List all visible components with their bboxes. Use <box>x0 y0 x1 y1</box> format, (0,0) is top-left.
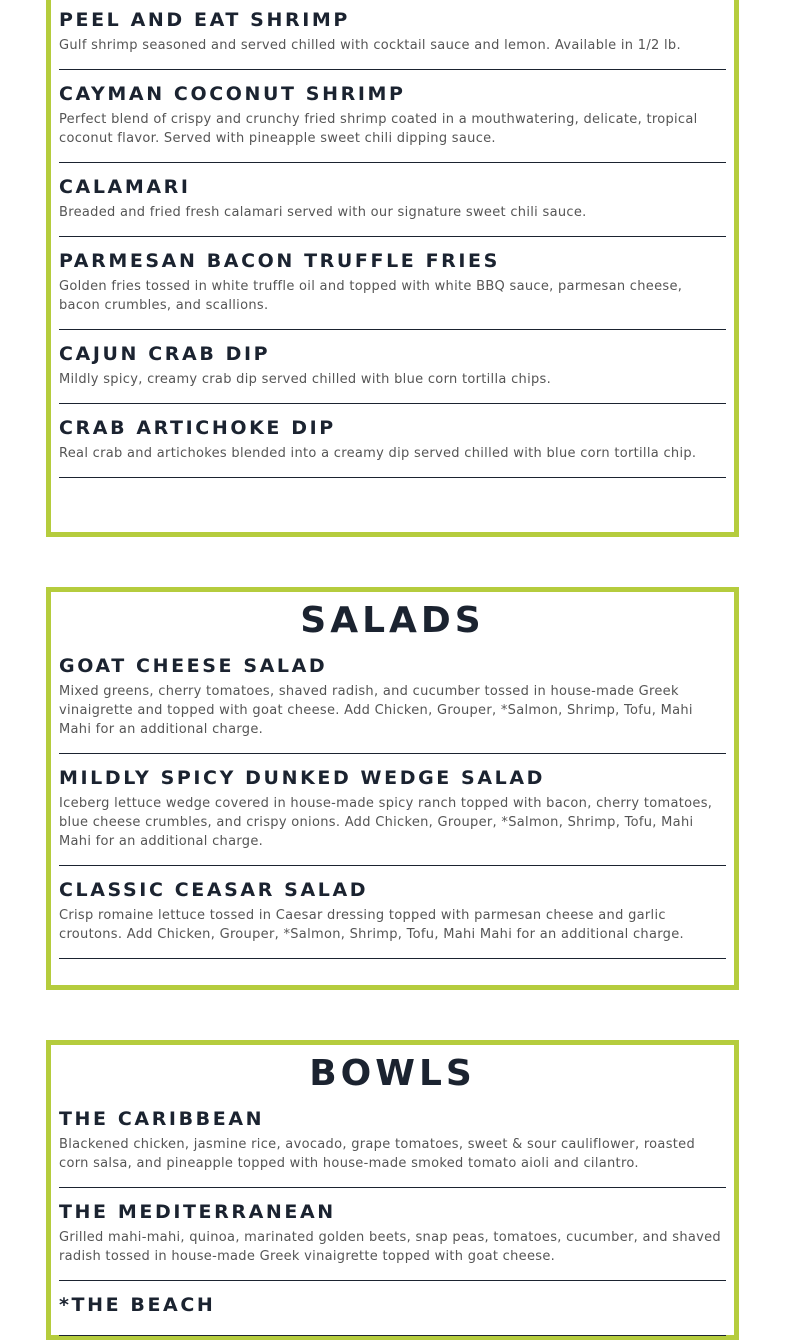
menu-item <box>59 866 726 959</box>
menu-item-name: CALAMARI <box>59 176 191 198</box>
menu-item-name: THE CARIBBEAN <box>59 1108 265 1130</box>
section-salads <box>46 587 739 990</box>
menu-item-name: MILDLY SPICY DUNKED WEDGE SALAD <box>59 767 546 789</box>
menu-item-description: Mildly spicy, creamy crab dip served chilled with blue corn tortilla chips. <box>59 372 552 387</box>
section-sharables <box>46 0 739 537</box>
menu-item-name: PARMESAN BACON TRUFFLE FRIES <box>59 250 500 272</box>
menu-item-description: Breaded and fried fresh calamari served with our signature sweet chili sauce. <box>59 205 587 220</box>
menu-item-description: Grilled mahi-mahi, quinoa, marinated golden beets, snap peas, tomatoes, cucumber, and shaved radish tossed in house-made Greek vinaigrette topped with goat cheese. <box>59 1230 721 1264</box>
menu-item-description: Mixed greens, cherry tomatoes, shaved radish, and cucumber tossed in house-made Greek vinaigrette and topped with goat cheese. Add Chicken, Grouper, *Salmon, Shrimp, Tofu, Mahi Mahi for an additional charge. <box>59 684 693 737</box>
menu-item <box>59 163 726 237</box>
menu-item-description: Real crab and artichokes blended into a creamy dip served chilled with blue corn tortilla chip. <box>59 446 697 461</box>
menu-item <box>59 404 726 478</box>
menu-item <box>59 1188 726 1281</box>
menu-item-description: Gulf shrimp seasoned and served chilled with cocktail sauce and lemon. Available in 1/2 lb. <box>59 38 681 53</box>
menu-item <box>59 330 726 404</box>
menu-item-name: THE MEDITERRANEAN <box>59 1201 336 1223</box>
menu-item-list <box>51 1099 734 1336</box>
menu-item-list <box>51 646 734 959</box>
menu-item <box>59 646 726 754</box>
menu-item <box>59 1099 726 1188</box>
menu-item-description: Iceberg lettuce wedge covered in house-made spicy ranch topped with bacon, cherry tomatoes, blue cheese crumbles, and crispy onions. Add Chicken, Grouper, *Salmon, Shrimp, Tofu, Mahi Mahi for an additional charge. <box>59 796 713 849</box>
menu-item-name: CAJUN CRAB DIP <box>59 343 271 365</box>
menu-item-name: *THE BEACH <box>59 1294 216 1316</box>
menu-item-name: CRAB ARTICHOKE DIP <box>59 417 336 439</box>
section-title: BOWLS <box>309 1053 476 1094</box>
menu-item-name: CLASSIC CEASAR SALAD <box>59 879 369 901</box>
section-bowls <box>46 1040 739 1340</box>
menu-item-description: Crisp romaine lettuce tossed in Caesar dressing topped with parmesan cheese and garlic croutons. Add Chicken, Grouper, *Salmon, Shrimp, Tofu, Mahi Mahi for an additional charge. <box>59 908 684 942</box>
menu-item-name: GOAT CHEESE SALAD <box>59 655 328 677</box>
section-title: SALADS <box>300 600 485 641</box>
menu-item-name: PEEL AND EAT SHRIMP <box>59 9 350 31</box>
menu-item-list <box>51 0 734 478</box>
menu-item <box>59 0 726 70</box>
menu-item <box>59 1281 726 1336</box>
menu-item-name: CAYMAN COCONUT SHRIMP <box>59 83 406 105</box>
menu-item <box>59 754 726 866</box>
menu-item <box>59 237 726 330</box>
menu-item-description: Blackened chicken, jasmine rice, avocado, grape tomatoes, sweet & sour cauliflower, roasted corn salsa, and pineapple topped with house-made smoked tomato aioli and cilantro. <box>59 1137 696 1171</box>
menu-item-description: Golden fries tossed in white truffle oil and topped with white BBQ sauce, parmesan cheese, bacon crumbles, and scallions. <box>59 279 683 313</box>
menu-item-description: Perfect blend of crispy and crunchy fried shrimp coated in a mouthwatering, delicate, tropical coconut flavor. Served with pineapple sweet chili dipping sauce. <box>59 112 698 146</box>
menu-item <box>59 70 726 163</box>
